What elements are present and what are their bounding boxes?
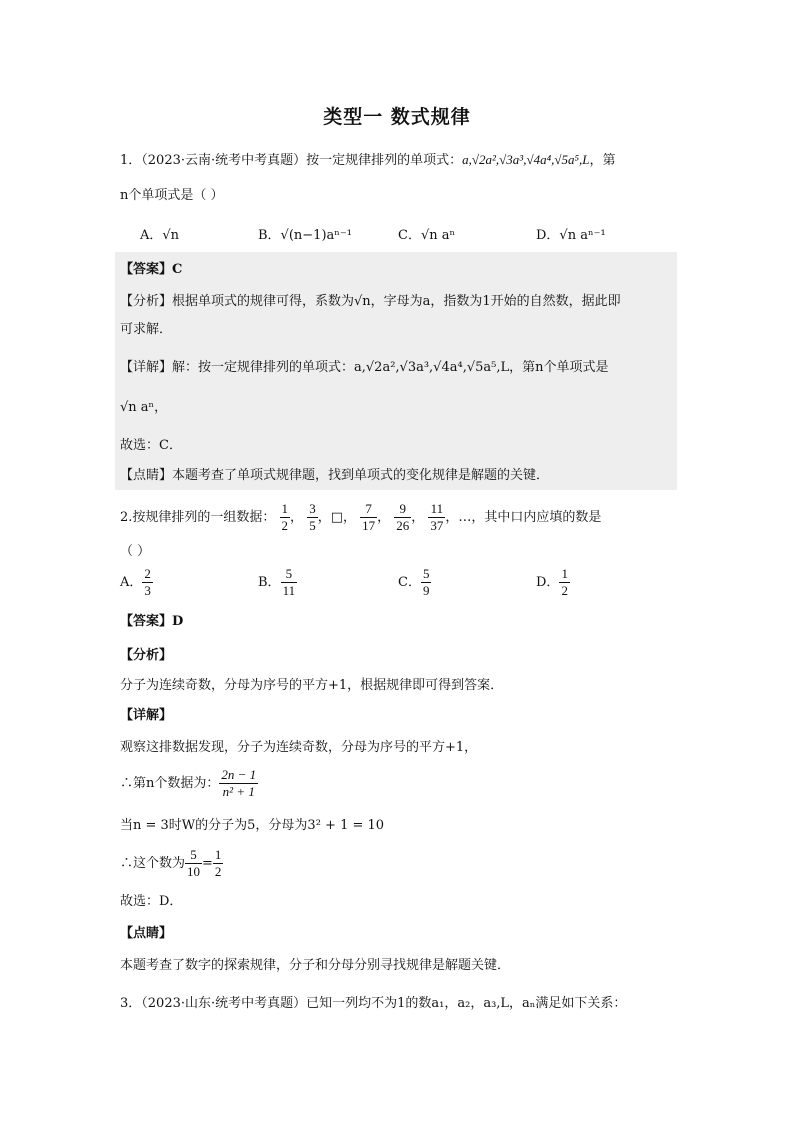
q1-detail-line2: √n aⁿ， (120, 400, 168, 415)
q2-analysis-tag: 【分析】 (120, 648, 173, 663)
q1-answer: 【答案】C (120, 262, 183, 277)
q1-option-b[interactable]: B．√(n−1)aⁿ⁻¹ (258, 228, 352, 243)
q2-analysis-text: 分子为连续奇数，分母为序号的平方+1，根据规律即可得到答案． (120, 678, 504, 693)
q2-detail-tag: 【详解】 (120, 708, 173, 723)
q2-fraction-3: $\frac{7}{17}$ (362, 501, 376, 533)
q1-stem-line1: 1．（2023·云南·统考中考真题）按一定规律排列的单项式：a,√2a²,√3a³,√4a⁴,√5a⁵,L，第 (120, 152, 616, 168)
q1-analysis-line2: 可求解． (120, 322, 173, 337)
q1-stem-line2: n个单项式是（ ） (120, 188, 224, 203)
q2-detail-line1: 观察这排数据发现，分子为连续奇数，分母为序号的平方+1， (120, 740, 478, 755)
q1-choose: 故选：C． (120, 438, 182, 453)
q2-detail-line2: ∴第n个数据为： $\frac{2n - 1}{\text{n² + 1}}$ (120, 767, 257, 799)
q1-option-a[interactable]: A．√n (140, 228, 180, 243)
q2-detail-line3: 当n = 3时W的分子为5，分母为3² + 1 = 10 (120, 818, 385, 833)
page-title: 类型一 数式规律 (323, 106, 471, 128)
q2-detail-line4: ∴这个数为 $\frac{5}{10}$ = $\frac{1}{2}$ (120, 847, 222, 879)
q2-choose: 故选：D． (120, 894, 183, 909)
q3-stem-line1: 3．（2023·山东·统考中考真题）已知一列均不为1的数a₁，a₂，a₃,L，aₙ满足如下关系： (120, 996, 627, 1011)
q1-comment: 【点睛】本题考查了单项式规律题，找到单项式的变化规律是解题的关键． (120, 468, 550, 483)
q2-answer: 【答案】D (120, 614, 184, 629)
q2-fraction-1: $\frac{1}{2}$ (281, 501, 289, 533)
q1-analysis-line1: 【分析】根据单项式的规律可得，系数为√n，字母为a，指数为1开始的自然数，据此即 (120, 294, 621, 309)
q2-fraction-5: $\frac{11}{37}$ (430, 501, 444, 533)
q2-blank-box: □ (330, 510, 343, 525)
q2-stem-line2: （ ） (120, 544, 151, 559)
q2-option-c[interactable]: C． $\frac{5}{9}$ (398, 566, 430, 598)
q2-option-d[interactable]: D． $\frac{1}{2}$ (536, 566, 568, 598)
q1-sequence: a,√2a²,√3a³,√4a⁴,√5a⁵,L (462, 152, 590, 167)
q2-stem-line1: 2.按规律排列的一组数据： $\frac{1}{2}$ ， $\frac{3}{5}$ ，□， $\frac{7}{17}$ ， $\frac{9}{26}$ ， $\frac{11}{37}$ ，…，其中口内应填的数是 (120, 501, 602, 533)
q2-option-a[interactable]: A． $\frac{2}{3}$ (120, 566, 151, 598)
q1-option-c[interactable]: C．√n aⁿ (398, 228, 456, 243)
q2-fraction-4: $\frac{9}{26}$ (396, 501, 410, 533)
q1-option-d[interactable]: D．√n aⁿ⁻¹ (536, 228, 606, 243)
q2-comment-text: 本题考查了数字的探索规律，分子和分母分别寻找规律是解题关键． (120, 958, 511, 973)
q2-comment-tag: 【点睛】 (120, 926, 173, 941)
q2-option-b[interactable]: B． $\frac{5}{11}$ (258, 566, 296, 598)
q1-detail-line1: 【详解】解：按一定规律排列的单项式：a,√2a²,√3a³,√4a⁴,√5a⁵,L，第n个单项式是 (120, 360, 609, 375)
q2-fraction-2: $\frac{3}{5}$ (309, 501, 316, 533)
